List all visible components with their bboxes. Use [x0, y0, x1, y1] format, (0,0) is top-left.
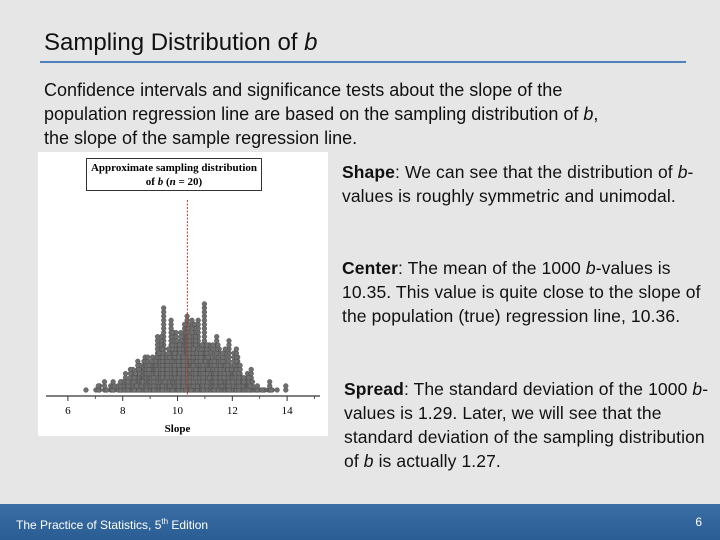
x-tick-label: 10: [172, 405, 184, 417]
dot-point: [238, 363, 243, 368]
dot-point: [169, 318, 174, 323]
dot-point: [234, 347, 239, 352]
spread-paragraph: Spread: The standard deviation of the 1000 b-values is 1.29. Later, we will see that the standard deviation of the sampling distribution of b is actually 1.27.: [344, 379, 709, 471]
dot-point: [213, 371, 218, 376]
intro-line-2b: ,: [593, 104, 599, 124]
center-label: Center: [342, 258, 399, 278]
intro-line-3: the slope of the sample regression line.: [44, 128, 358, 148]
dot-point: [200, 343, 205, 348]
dot-point: [212, 359, 217, 364]
dot-point: [275, 388, 280, 393]
dot-point: [105, 388, 110, 393]
dot-point: [111, 379, 116, 384]
dot-point: [135, 359, 140, 364]
x-axis-label: Slope: [164, 423, 191, 435]
dot-point: [156, 351, 161, 356]
dot-point: [196, 318, 201, 323]
dot-point: [221, 351, 226, 356]
dot-point: [102, 379, 107, 384]
chart-title-line-2: of b (n = 20): [145, 176, 203, 188]
dot-point: [145, 355, 150, 360]
dot-point: [211, 343, 216, 348]
dot-point: [147, 363, 152, 368]
dot-point: [246, 375, 251, 380]
dot-point: [161, 306, 166, 311]
intro-line-2a: population regression line are based on the sampling distribution of: [44, 104, 584, 124]
dot-point: [202, 302, 207, 307]
dot-point: [283, 384, 288, 389]
spread-label: Spread: [344, 379, 404, 399]
dot-point: [181, 355, 186, 360]
x-tick-label: 14: [281, 405, 293, 417]
x-tick-label: 12: [226, 405, 238, 417]
dot-point: [96, 384, 101, 389]
dot-point: [214, 334, 219, 339]
page-title: Sampling Distribution of b: [44, 29, 318, 56]
dot-point: [225, 363, 230, 368]
chart-title: [86, 158, 262, 191]
dot-point: [133, 371, 138, 376]
dot-point: [176, 355, 181, 360]
dot-point: [160, 347, 165, 352]
intro-line-1: Confidence intervals and significance tests about the slope of the: [44, 80, 563, 100]
dot-point: [255, 384, 260, 389]
dot-point: [128, 367, 133, 372]
intro-var: b: [583, 104, 594, 124]
dot-point: [118, 379, 123, 384]
dot-point: [134, 384, 139, 389]
dot-point: [182, 322, 187, 327]
dot-point: [241, 375, 246, 380]
dot-point: [267, 379, 272, 384]
dot-point: [126, 379, 131, 384]
dot-point: [222, 371, 227, 376]
dot-point: [193, 334, 198, 339]
dot-point: [123, 371, 128, 376]
x-tick-label: 6: [65, 405, 71, 417]
footer-book-title: The Practice of Statistics, 5th Edition: [16, 517, 209, 532]
dot-point: [204, 343, 209, 348]
dot-point: [192, 322, 197, 327]
dot-point: [175, 338, 180, 343]
dot-point: [151, 375, 156, 380]
dot-point: [201, 363, 206, 368]
dot-point: [140, 379, 145, 384]
dot-point: [155, 334, 160, 339]
dotplot-svg: [38, 152, 328, 436]
center-paragraph: Center: The mean of the 1000 b-values is 10.35. This value is quite close to the slope of the population (true) regression line, 10.36.: [342, 258, 701, 326]
dot-point: [250, 379, 255, 384]
dot-point: [170, 330, 175, 335]
intro-paragraph: [44, 78, 694, 150]
title-underline: [40, 61, 686, 63]
dot-point: [249, 367, 254, 372]
dot-point: [237, 371, 242, 376]
shape-label: Shape: [342, 162, 396, 182]
dot-point: [84, 388, 89, 393]
dotplot-figure: [38, 152, 328, 436]
dot-point: [187, 334, 192, 339]
dot-point: [179, 330, 184, 335]
dot-point: [166, 347, 171, 352]
page-number: 6: [695, 515, 702, 529]
dot-point: [191, 347, 196, 352]
dot-point: [227, 338, 232, 343]
dot-point: [206, 355, 211, 360]
chart-title-line-1: Approximate sampling distribution: [90, 162, 258, 174]
x-tick-label: 8: [119, 405, 126, 417]
dot-point: [260, 388, 265, 393]
shape-paragraph: Shape: We can see that the distribution of b-values is roughly symmetric and unimodal.: [342, 162, 694, 206]
